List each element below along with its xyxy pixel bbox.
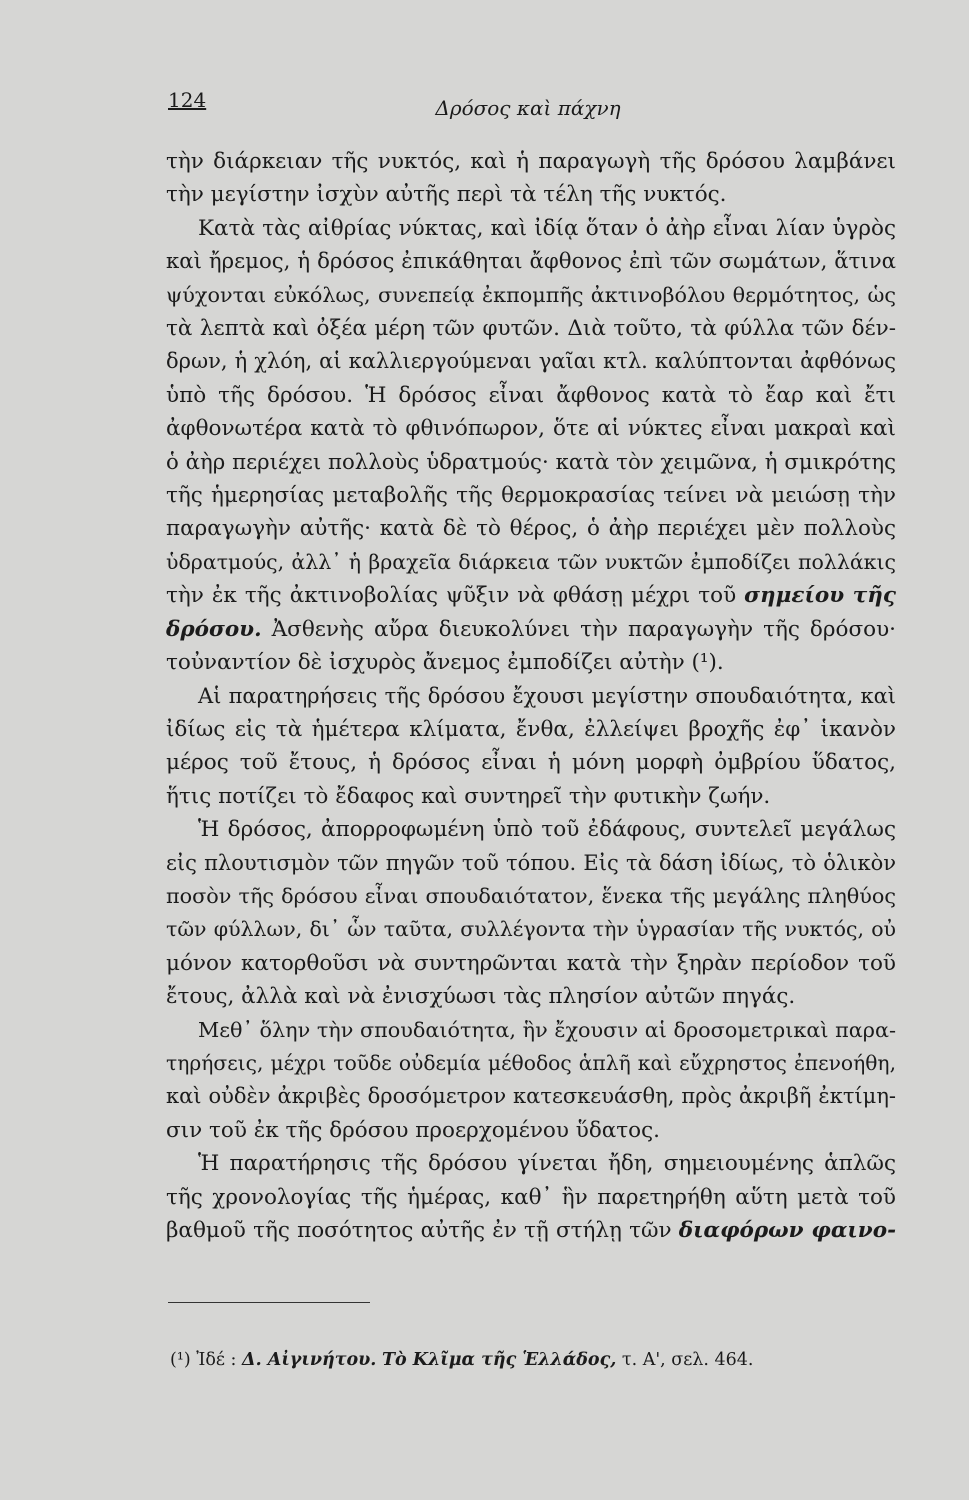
line-text: ποσὸν τῆς δρόσου εἶναι σπουδαιότατον, ἕνεκα τῆς μεγάλης πληθύος <box>166 883 896 908</box>
running-head: Δρόσος καὶ πάχνη <box>435 96 621 120</box>
line-text: ἰδίως εἰς τὰ ἡμέτερα κλίματα, ἔνθα, ἐλλείψει βροχῆς ἐφ᾽ ἱκανὸν <box>166 716 896 742</box>
text-line <box>166 1114 896 1147</box>
line-text: Κατὰ τὰς αἰθρίας νύκτας, καὶ ἰδίᾳ ὅταν ὁ ἀὴρ εἶναι λίαν ὑγρὸς <box>198 215 896 241</box>
text-line <box>166 880 896 913</box>
text-line <box>166 279 896 312</box>
line-text: τῆς ἡμερησίας μεταβολῆς τῆς θερμοκρασίας τείνει νὰ μειώσῃ τὴν <box>166 483 896 509</box>
line-text: μόνον κατορθοῦσι νὰ συντηρῶνται κατὰ τὴν ξηρὰν περίοδον τοῦ <box>166 950 896 976</box>
text-line <box>166 1080 896 1113</box>
emphasis-text: σημείου τῆς <box>744 583 896 609</box>
text-line <box>166 446 896 479</box>
text-line <box>166 245 896 278</box>
page-number: 124 <box>168 88 207 112</box>
line-text: εἰς πλουτισμὸν τῶν πηγῶν τοῦ τόπου. Εἰς τὰ δάση ἰδίως, τὸ ὁλικὸν <box>166 850 896 875</box>
line-text: βαθμοῦ τῆς ποσότητος αὐτῆς ἐν τῇ στήλῃ τῶν <box>166 1218 672 1243</box>
line-text: τὴν διάρκειαν τῆς νυκτός, καὶ ἡ παραγωγὴ τῆς δρόσου λαμβάνει <box>166 149 896 174</box>
text-line <box>166 379 896 412</box>
line-text: δρων, ἡ χλόη, αἱ καλλιεργούμεναι γαῖαι κτλ. καλύπτονται ἀφθόνως <box>166 349 896 374</box>
body-text <box>166 145 896 1247</box>
text-line <box>166 579 896 612</box>
line-text: καὶ ἤρεμος, ἡ δρόσος ἐπικάθηται ἄφθονος ἐπὶ τῶν σωμάτων, ἅτινα <box>166 249 896 275</box>
line-text: ψύχονται εὐκόλως, συνεπείᾳ ἐκπομπῆς ἀκτινοβόλου θερμότητος, ὡς <box>166 282 896 307</box>
line-text: ὑπὸ τῆς δρόσου. Ἡ δρόσος εἶναι ἄφθονος κατὰ τὸ ἔαρ καὶ ἔτι <box>166 382 896 408</box>
line-text: Αἱ παρατηρήσεις τῆς δρόσου ἔχουσι μεγίστην σπουδαιότητα, καὶ <box>198 683 896 708</box>
line-text: μέρος τοῦ ἔτους, ἡ δρόσος εἶναι ἡ μόνη μορφὴ ὀμβρίου ὕδατος, <box>166 750 896 776</box>
line-text: τῆς χρονολογίας τῆς ἡμέρας, καθ᾽ ἣν παρετηρήθη αὕτη μετὰ τοῦ <box>166 1184 896 1210</box>
emphasis-text: δρόσου. <box>166 616 262 642</box>
text-line <box>166 746 896 779</box>
line-text: Ἡ παρατήρησις τῆς δρόσου γίνεται ἤδη, σημειουμένης ἁπλῶς <box>198 1151 896 1177</box>
text-line <box>166 947 896 980</box>
line-text: τηρήσεις, μέχρι τοῦδε οὐδεμία μέθοδος ἁπλῆ καὶ εὔχρηστος ἐπενοήθη, <box>166 1050 896 1075</box>
text-line <box>166 479 896 512</box>
page-header <box>168 88 888 128</box>
line-text: τὴν ἐκ τῆς ἀκτινοβολίας ψῦξιν νὰ φθάσῃ μέχρι τοῦ <box>166 583 737 609</box>
footnote-author: Δ. Αἰγινήτου. <box>242 1350 377 1370</box>
footnote-marker: (¹) Ἰδέ : <box>170 1350 237 1370</box>
text-line <box>166 680 896 713</box>
footnote <box>170 1350 753 1370</box>
text-line <box>166 713 896 746</box>
text-line <box>166 512 896 545</box>
footnote-ref: τ. Α', σελ. 464. <box>621 1350 754 1370</box>
text-line <box>166 1047 896 1080</box>
text-line <box>166 546 896 579</box>
text-line <box>166 613 896 646</box>
line-text: τῶν φύλλων, δι᾽ ὧν ταῦτα, συλλέγοντα τὴν ὑγρασίαν τῆς νυκτός, οὐ <box>166 917 896 942</box>
text-line <box>166 1181 896 1214</box>
text-line <box>166 780 896 813</box>
emphasis-text: διαφόρων φαινο- <box>678 1218 896 1243</box>
line-text: παραγωγὴν αὐτῆς· κατὰ δὲ τὸ θέρος, ὁ ἀὴρ περιέχει μὲν πολλοὺς <box>166 516 896 542</box>
line-text: σιν τοῦ ἐκ τῆς δρόσου προερχομένου ὕδατος. <box>166 1117 661 1143</box>
line-text: ὁ ἀὴρ περιέχει πολλοὺς ὑδρατμούς· κατὰ τὸν χειμῶνα, ἡ σμικρότης <box>166 449 896 475</box>
text-line <box>166 813 896 846</box>
line-text: Μεθ᾽ ὅλην τὴν σπουδαιότητα, ἣν ἔχουσιν αἱ δροσομετρικαὶ παρα- <box>198 1017 896 1042</box>
text-line <box>166 847 896 880</box>
text-line <box>166 312 896 345</box>
text-line <box>166 1147 896 1180</box>
text-line <box>166 145 896 178</box>
line-text: ὑδρατμούς, ἀλλ᾽ ἡ βραχεῖα διάρκεια τῶν νυκτῶν ἐμποδίζει πολλάκις <box>166 549 896 574</box>
line-text: τὴν μεγίστην ἰσχὺν αὐτῆς περὶ τὰ τέλη τῆς νυκτός. <box>166 182 727 208</box>
line-text: καὶ οὐδὲν ἀκριβὲς δροσόμετρον κατεσκευάσθη, πρὸς ἀκριβῆ ἐκτίμη- <box>166 1084 896 1109</box>
line-text: τὰ λεπτὰ καὶ ὀξέα μέρη τῶν φυτῶν. Διὰ τοῦτο, τὰ φύλλα τῶν δέν- <box>166 316 896 342</box>
text-line <box>166 178 896 211</box>
text-line <box>166 1214 896 1247</box>
text-line <box>166 212 896 245</box>
line-text: Ἡ δρόσος, ἀπορροφωμένη ὑπὸ τοῦ ἐδάφους, συντελεῖ μεγάλως <box>198 817 896 843</box>
line-text: ἥτις ποτίζει τὸ ἔδαφος καὶ συντηρεῖ τὴν φυτικὴν ζωήν. <box>166 783 771 809</box>
line-text: ἔτους, ἀλλὰ καὶ νὰ ἐνισχύωσι τὰς πλησίον αὐτῶν πηγάς. <box>166 984 796 1010</box>
line-text: ἀφθονωτέρα κατὰ τὸ φθινόπωρον, ὅτε αἱ νύκτες εἶναι μακραὶ καὶ <box>166 416 896 442</box>
line-text: τοὐναντίον δὲ ἰσχυρὸς ἄνεμος ἐμποδίζει αὐτὴν (¹). <box>166 650 724 676</box>
text-line <box>166 980 896 1013</box>
footnote-divider <box>168 1302 370 1303</box>
text-line <box>166 412 896 445</box>
footnote-title: Τὸ Κλῖμα τῆς Ἑλλάδος, <box>381 1350 617 1370</box>
text-line <box>166 646 896 679</box>
text-line <box>166 1014 896 1047</box>
text-line <box>166 913 896 946</box>
line-text: Ἀσθενὴς αὔρα διευκολύνει τὴν παραγωγὴν τῆς δρόσου· <box>271 616 896 642</box>
text-line <box>166 345 896 378</box>
